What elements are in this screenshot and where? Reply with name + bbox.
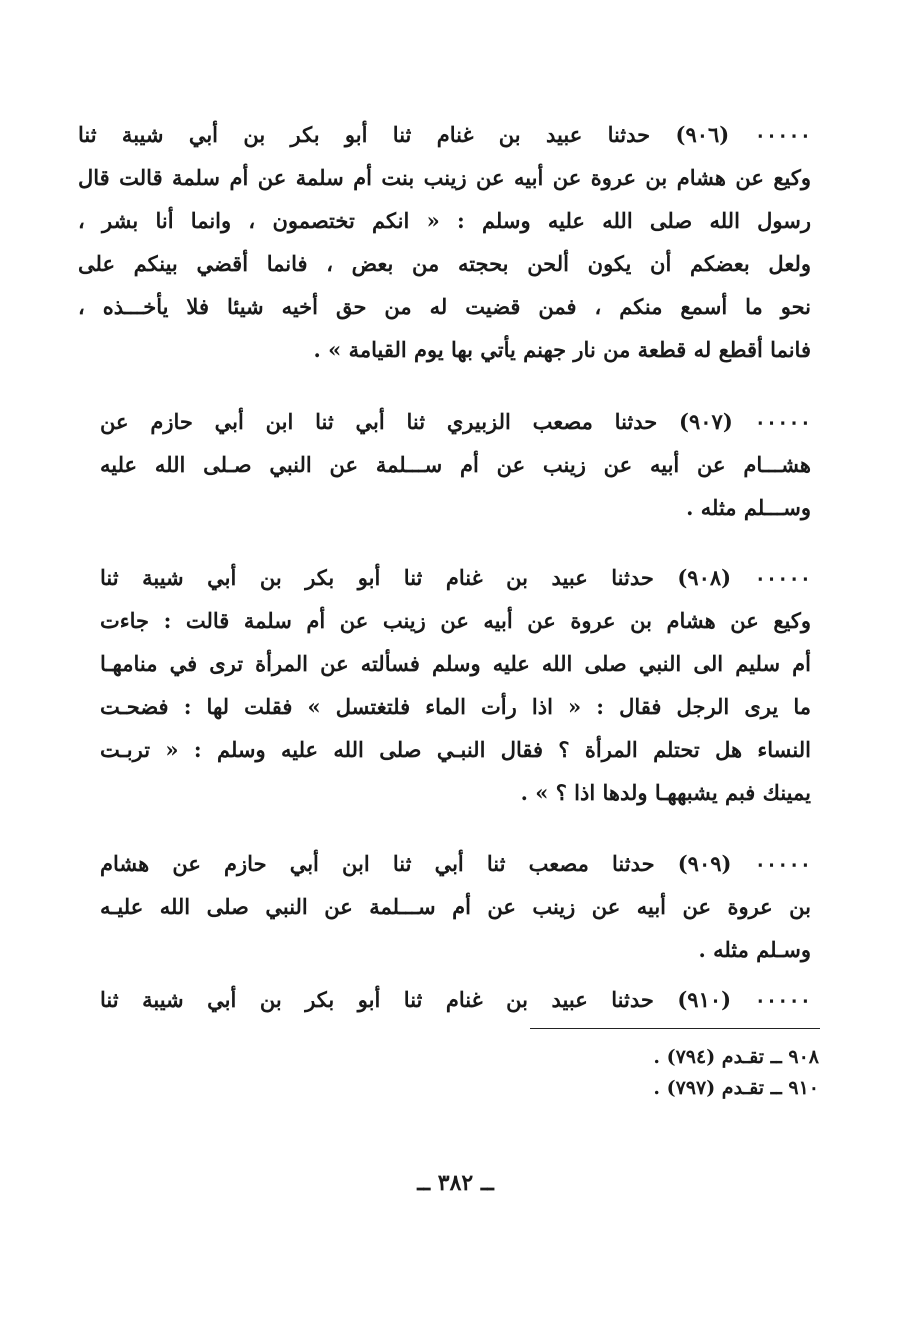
hadith-paragraph-909 — [100, 842, 811, 971]
text-line: وسـلم مثله . — [698, 937, 811, 962]
text-line: ولعل بعضكم أن يكون ألحن بحجته من بعض ، فانما أقضي بينكم على — [78, 251, 811, 276]
text-line: فانما أقطع له قطعة من نار جهنم يأتي بها يوم القيامة » . — [313, 337, 811, 362]
page-number: ــ ٣٨٢ ــ — [417, 1170, 494, 1196]
text-line: نحو ما أسمع منكم ، فمن قضيت له من حق أخيه شيئا فلا يأخـــذه ، — [78, 294, 811, 319]
footnote-908: ٩٠٨ ــ تقـدم (٧٩٤) . — [653, 1046, 819, 1068]
text-line: ٠٠٠٠٠ (٩٠٦) حدثنا عبيد بن غنام ثنا أبو بكر بن أبي شيبة ثنا — [78, 122, 811, 147]
footnote-divider — [530, 1028, 820, 1029]
text-line: ٠٠٠٠٠ (٩٠٨) حدثنا عبيد بن غنام ثنا أبو بكر بن أبي شيبة ثنا — [100, 565, 811, 590]
text-line: ٠٠٠٠٠ (٩٠٧) حدثنا مصعب الزبيري ثنا أبي ثنا ابن أبي حازم عن — [100, 409, 811, 434]
text-line: هشـــام عن أبيه عن زينب عن أم ســـلمة عن النبي صـلى الله عليه — [100, 452, 811, 477]
text-line: ٠٠٠٠٠ (٩١٠) حدثنا عبيد بن غنام ثنا أبو بكر بن أبي شيبة ثنا — [100, 987, 811, 1012]
text-line: أم سليم الى النبي صلى الله عليه وسلم فسألته عن المرأة ترى في منامهـا — [100, 651, 811, 676]
hadith-paragraph-908 — [100, 556, 811, 814]
footnote-910: ٩١٠ ــ تقـدم (٧٩٧) . — [653, 1077, 819, 1099]
hadith-paragraph-907 — [100, 400, 811, 529]
hadith-paragraph-906 — [78, 113, 811, 371]
text-line: بن عروة عن أبيه عن زينب عن أم ســـلمة عن النبي صلى الله عليـه — [100, 894, 811, 919]
text-line: وكيع عن هشام بن عروة عن أبيه عن زينب بنت أم سلمة عن أم سلمة قالت قال — [78, 165, 811, 190]
text-line: ٠٠٠٠٠ (٩٠٩) حدثنا مصعب ثنا أبي ثنا ابن أبي حازم عن هشام — [100, 851, 811, 876]
hadith-paragraph-910 — [100, 978, 811, 1021]
text-line: وســـلم مثله . — [686, 495, 811, 520]
text-line: النساء هل تحتلم المرأة ؟ فقال النبـي صلى الله عليه وسلم : « تربـت — [100, 737, 811, 762]
text-line: رسول الله صلى الله عليه وسلم : « انكم تختصمون ، وانما أنا بشر ، — [78, 208, 811, 233]
text-line: يمينك فبم يشبههـا ولدها اذا ؟ » . — [520, 780, 811, 805]
footnotes — [499, 1042, 819, 1104]
text-line: ما يرى الرجل فقال : « اذا رأت الماء فلتغتسل » فقلت لها : فضحـت — [100, 694, 811, 719]
text-line: وكيع عن هشام بن عروة عن أبيه عن زينب عن أم سلمة قالت : جاءت — [100, 608, 811, 633]
